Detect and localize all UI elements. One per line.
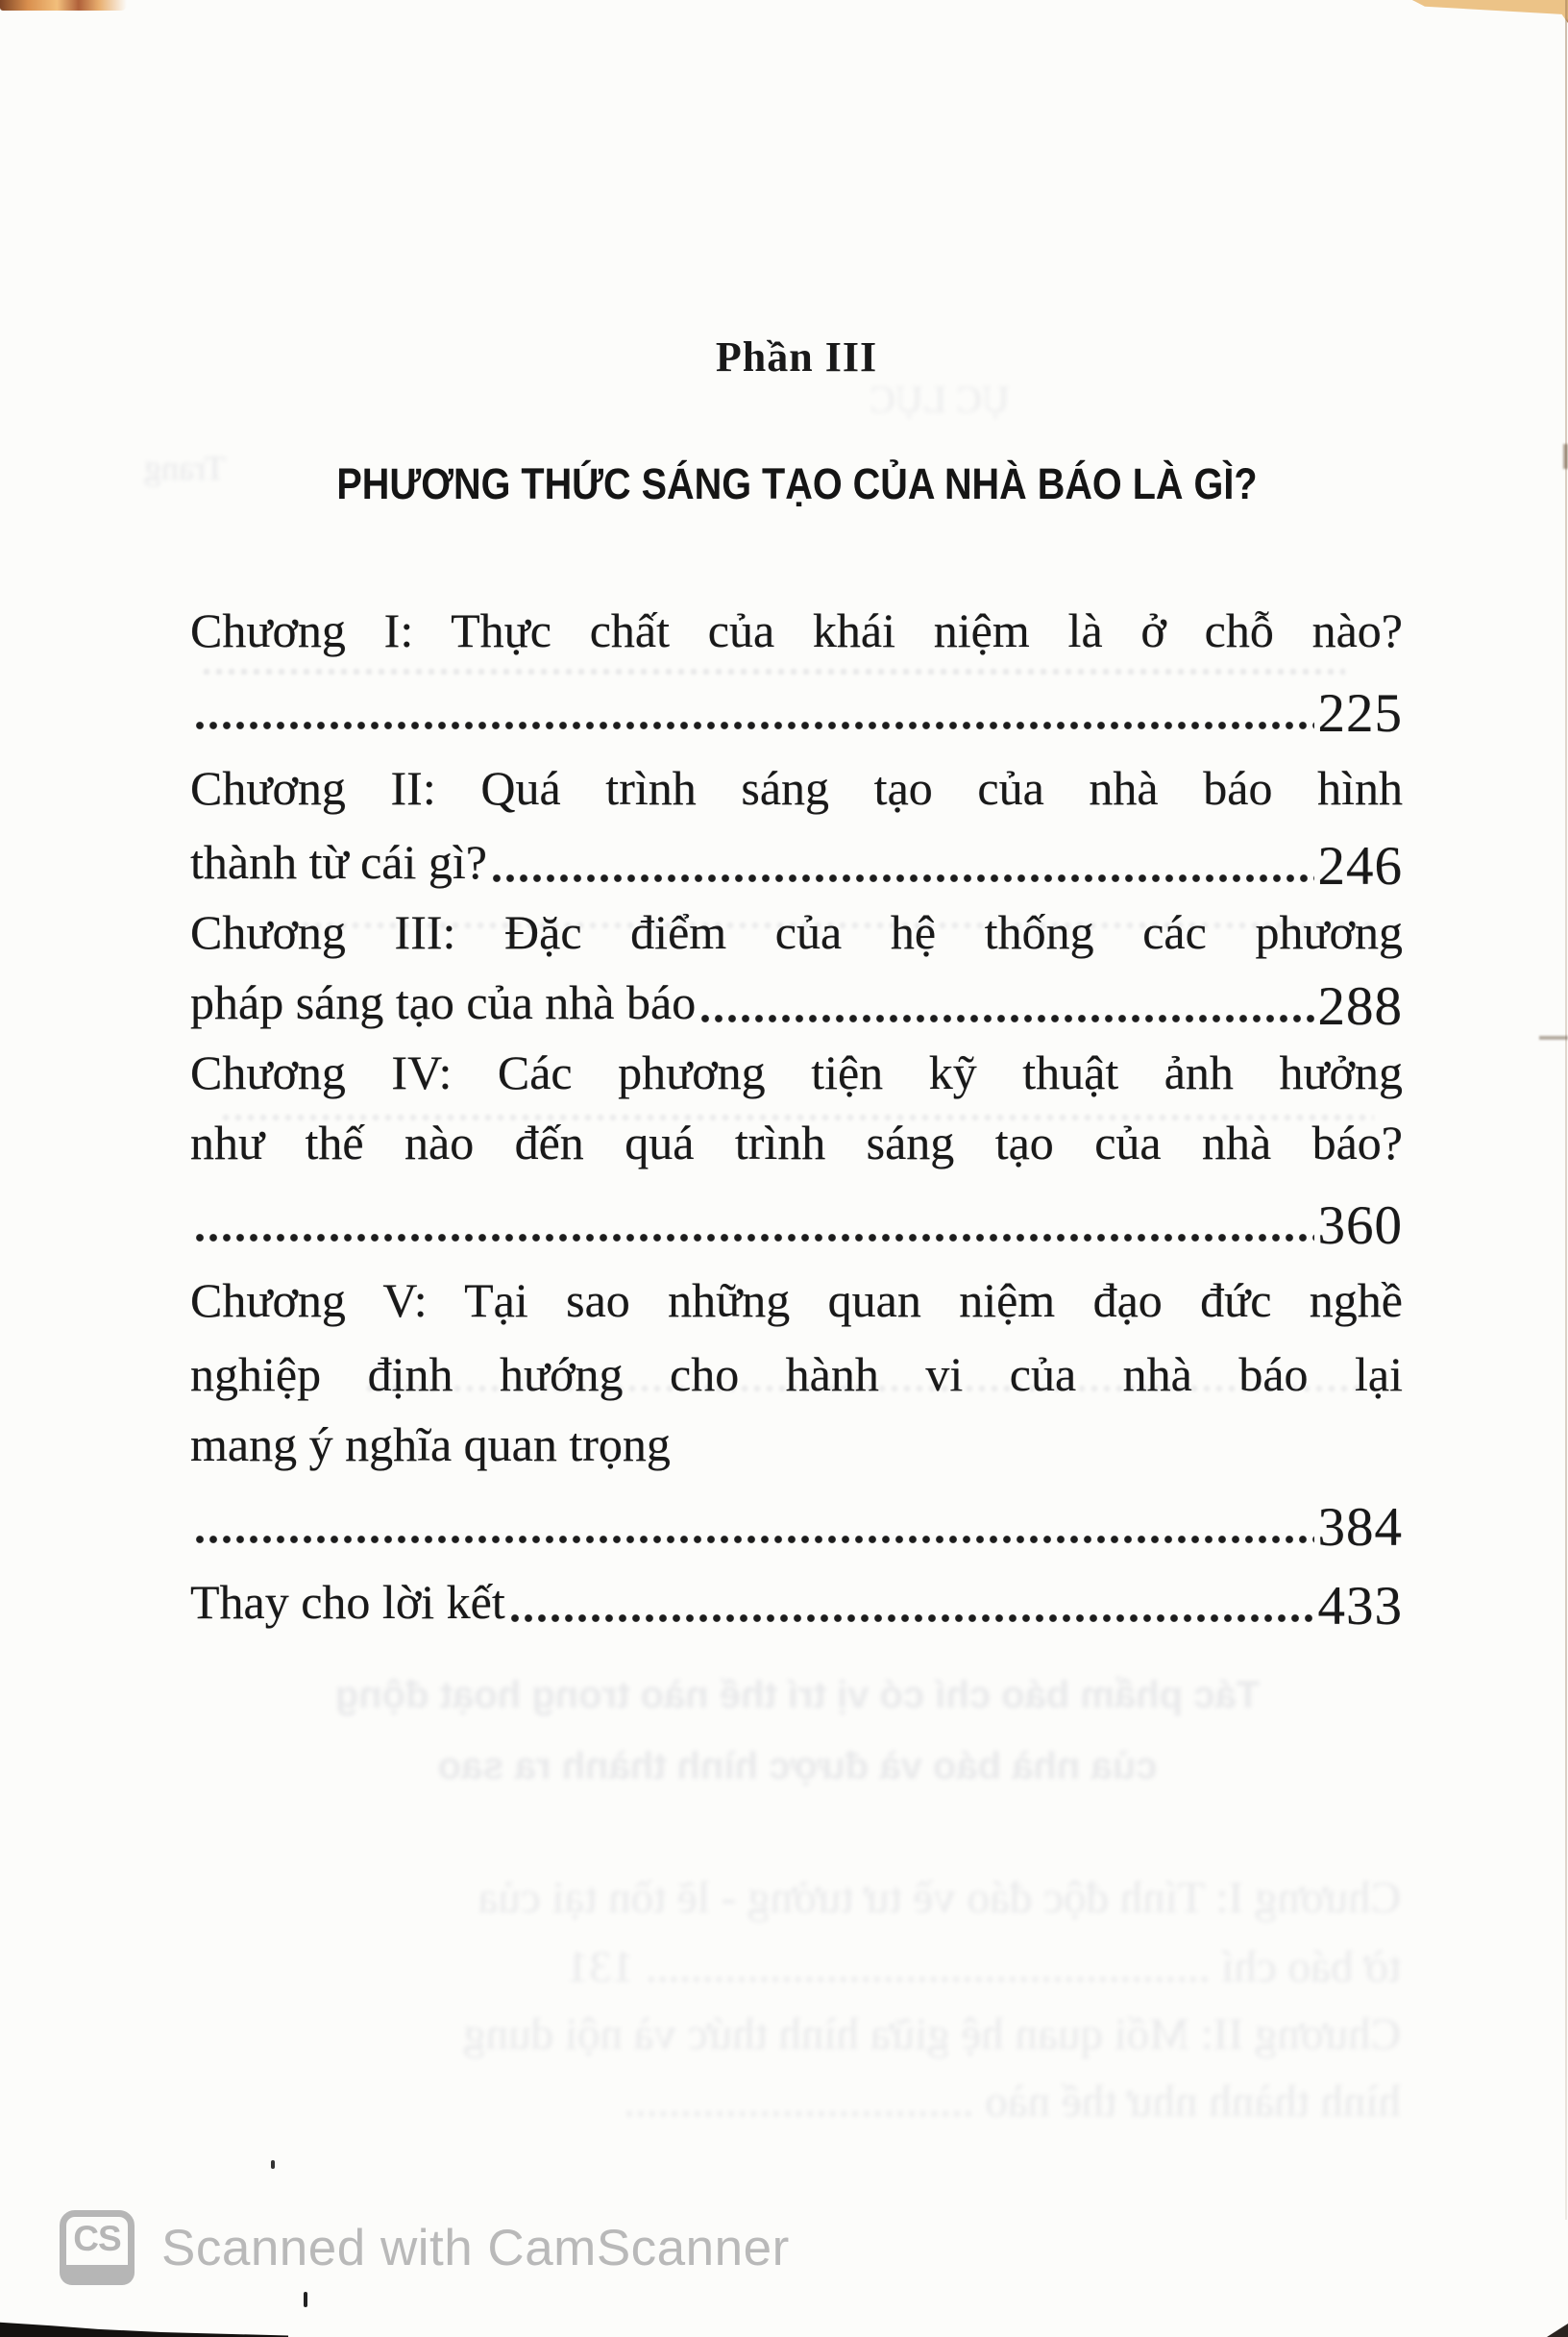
page-number: 433: [1317, 1576, 1403, 1636]
camscanner-logo-icon: [60, 2210, 135, 2285]
toc-leader-row: [190, 675, 1403, 745]
camscanner-watermark: [60, 2210, 790, 2285]
bleed-through-leader: [202, 667, 1345, 676]
page-number: 288: [1317, 976, 1403, 1037]
toc-entry-text: Thay cho lời kết: [190, 1575, 505, 1629]
page-title-text: PHƯƠNG THỨC SÁNG TẠO CỦA NHÀ BÁO LÀ GÌ?: [335, 459, 1258, 508]
toc-entry: mang ý nghĩa quan trọng: [190, 1417, 671, 1471]
bleed-through-line: Chương II: Mối quan hệ giữa hình thức và nội dung: [463, 2009, 1401, 2059]
scan-speck: [304, 2292, 307, 2307]
scan-edge-artifact-top-right: [1412, 0, 1568, 23]
scan-smudge-bottom-left: [0, 2320, 288, 2337]
camscanner-logo-bar: [60, 2265, 135, 2285]
scan-smudge-bottom-right: [1547, 2324, 1568, 2337]
scan-edge-mark: [1563, 444, 1568, 469]
toc-entry: [190, 1567, 1403, 1637]
leader-dots: [699, 1013, 1313, 1024]
toc-entry: [190, 827, 1403, 898]
bleed-through-line: tờ báo chí .................................................. 131: [566, 1942, 1401, 1992]
bleed-through-leader: [221, 1113, 1374, 1122]
toc-entry-text: pháp sáng tạo của nhà báo: [190, 975, 697, 1029]
bleed-through-leader: [288, 921, 1374, 930]
toc-entry: Chương III: Đặc điểm của hệ thống các phương: [190, 905, 1403, 959]
bleed-through-line: Tác phẩm báo chí có vị trí thế nào trong hoạt động: [334, 1674, 1261, 1716]
bleed-through-word: ỤC LỤC: [870, 378, 1010, 421]
toc-entry: [190, 968, 1403, 1038]
page-number: 225: [1317, 683, 1403, 744]
toc-entry: như thế nào đến quá trình sáng tạo của nhà báo?: [190, 1116, 1403, 1169]
toc-entry: Chương IV: Các phương tiện kỹ thuật ảnh hưởng: [190, 1046, 1403, 1099]
bleed-through-line: của nhà báo và được hình thành ra sao: [437, 1745, 1158, 1787]
page-title: [92, 459, 1501, 509]
bleed-through-line: Chương I: Tính độc đáo về tư tưởng - lẽ tồn tại của: [478, 1873, 1401, 1923]
scan-page-edge-line: [1565, 0, 1567, 2220]
leader-dots: [509, 1612, 1314, 1624]
leader-dots: [194, 720, 1314, 731]
toc-entry: Chương I: Thực chất của khái niệm là ở chỗ nào?: [190, 603, 1403, 657]
scan-edge-artifact-top-left: [0, 0, 127, 11]
toc-entry: nghiệp định hướng cho hành vi của nhà báo lại: [190, 1347, 1403, 1401]
part-label: Phần III: [715, 333, 878, 381]
page-number: 246: [1317, 836, 1403, 897]
leader-dots: [491, 873, 1314, 884]
bleed-through-line: hình thành như thế nào ...............................: [624, 2077, 1401, 2127]
toc-entry: Chương II: Quá trình sáng tạo của nhà báo hình: [190, 761, 1403, 815]
toc-leader-row: [190, 1187, 1403, 1257]
bleed-through-leader: [365, 1384, 1364, 1393]
scan-edge-mark: [1539, 1036, 1568, 1040]
toc-entry: Chương V: Tại sao những quan niệm đạo đức nghề: [190, 1273, 1403, 1327]
scan-speck: [271, 2160, 275, 2169]
toc-leader-row: [190, 1488, 1403, 1559]
page-number: 360: [1317, 1195, 1403, 1256]
camscanner-logo-letters: CS: [73, 2219, 121, 2258]
bleed-through-word: Trang: [144, 449, 226, 487]
page-number: 384: [1317, 1497, 1403, 1558]
leader-dots: [194, 1534, 1314, 1545]
watermark-text: Scanned with CamScanner: [161, 2219, 790, 2276]
toc-entry-text: thành từ cái gì?: [190, 835, 487, 889]
leader-dots: [194, 1232, 1314, 1243]
